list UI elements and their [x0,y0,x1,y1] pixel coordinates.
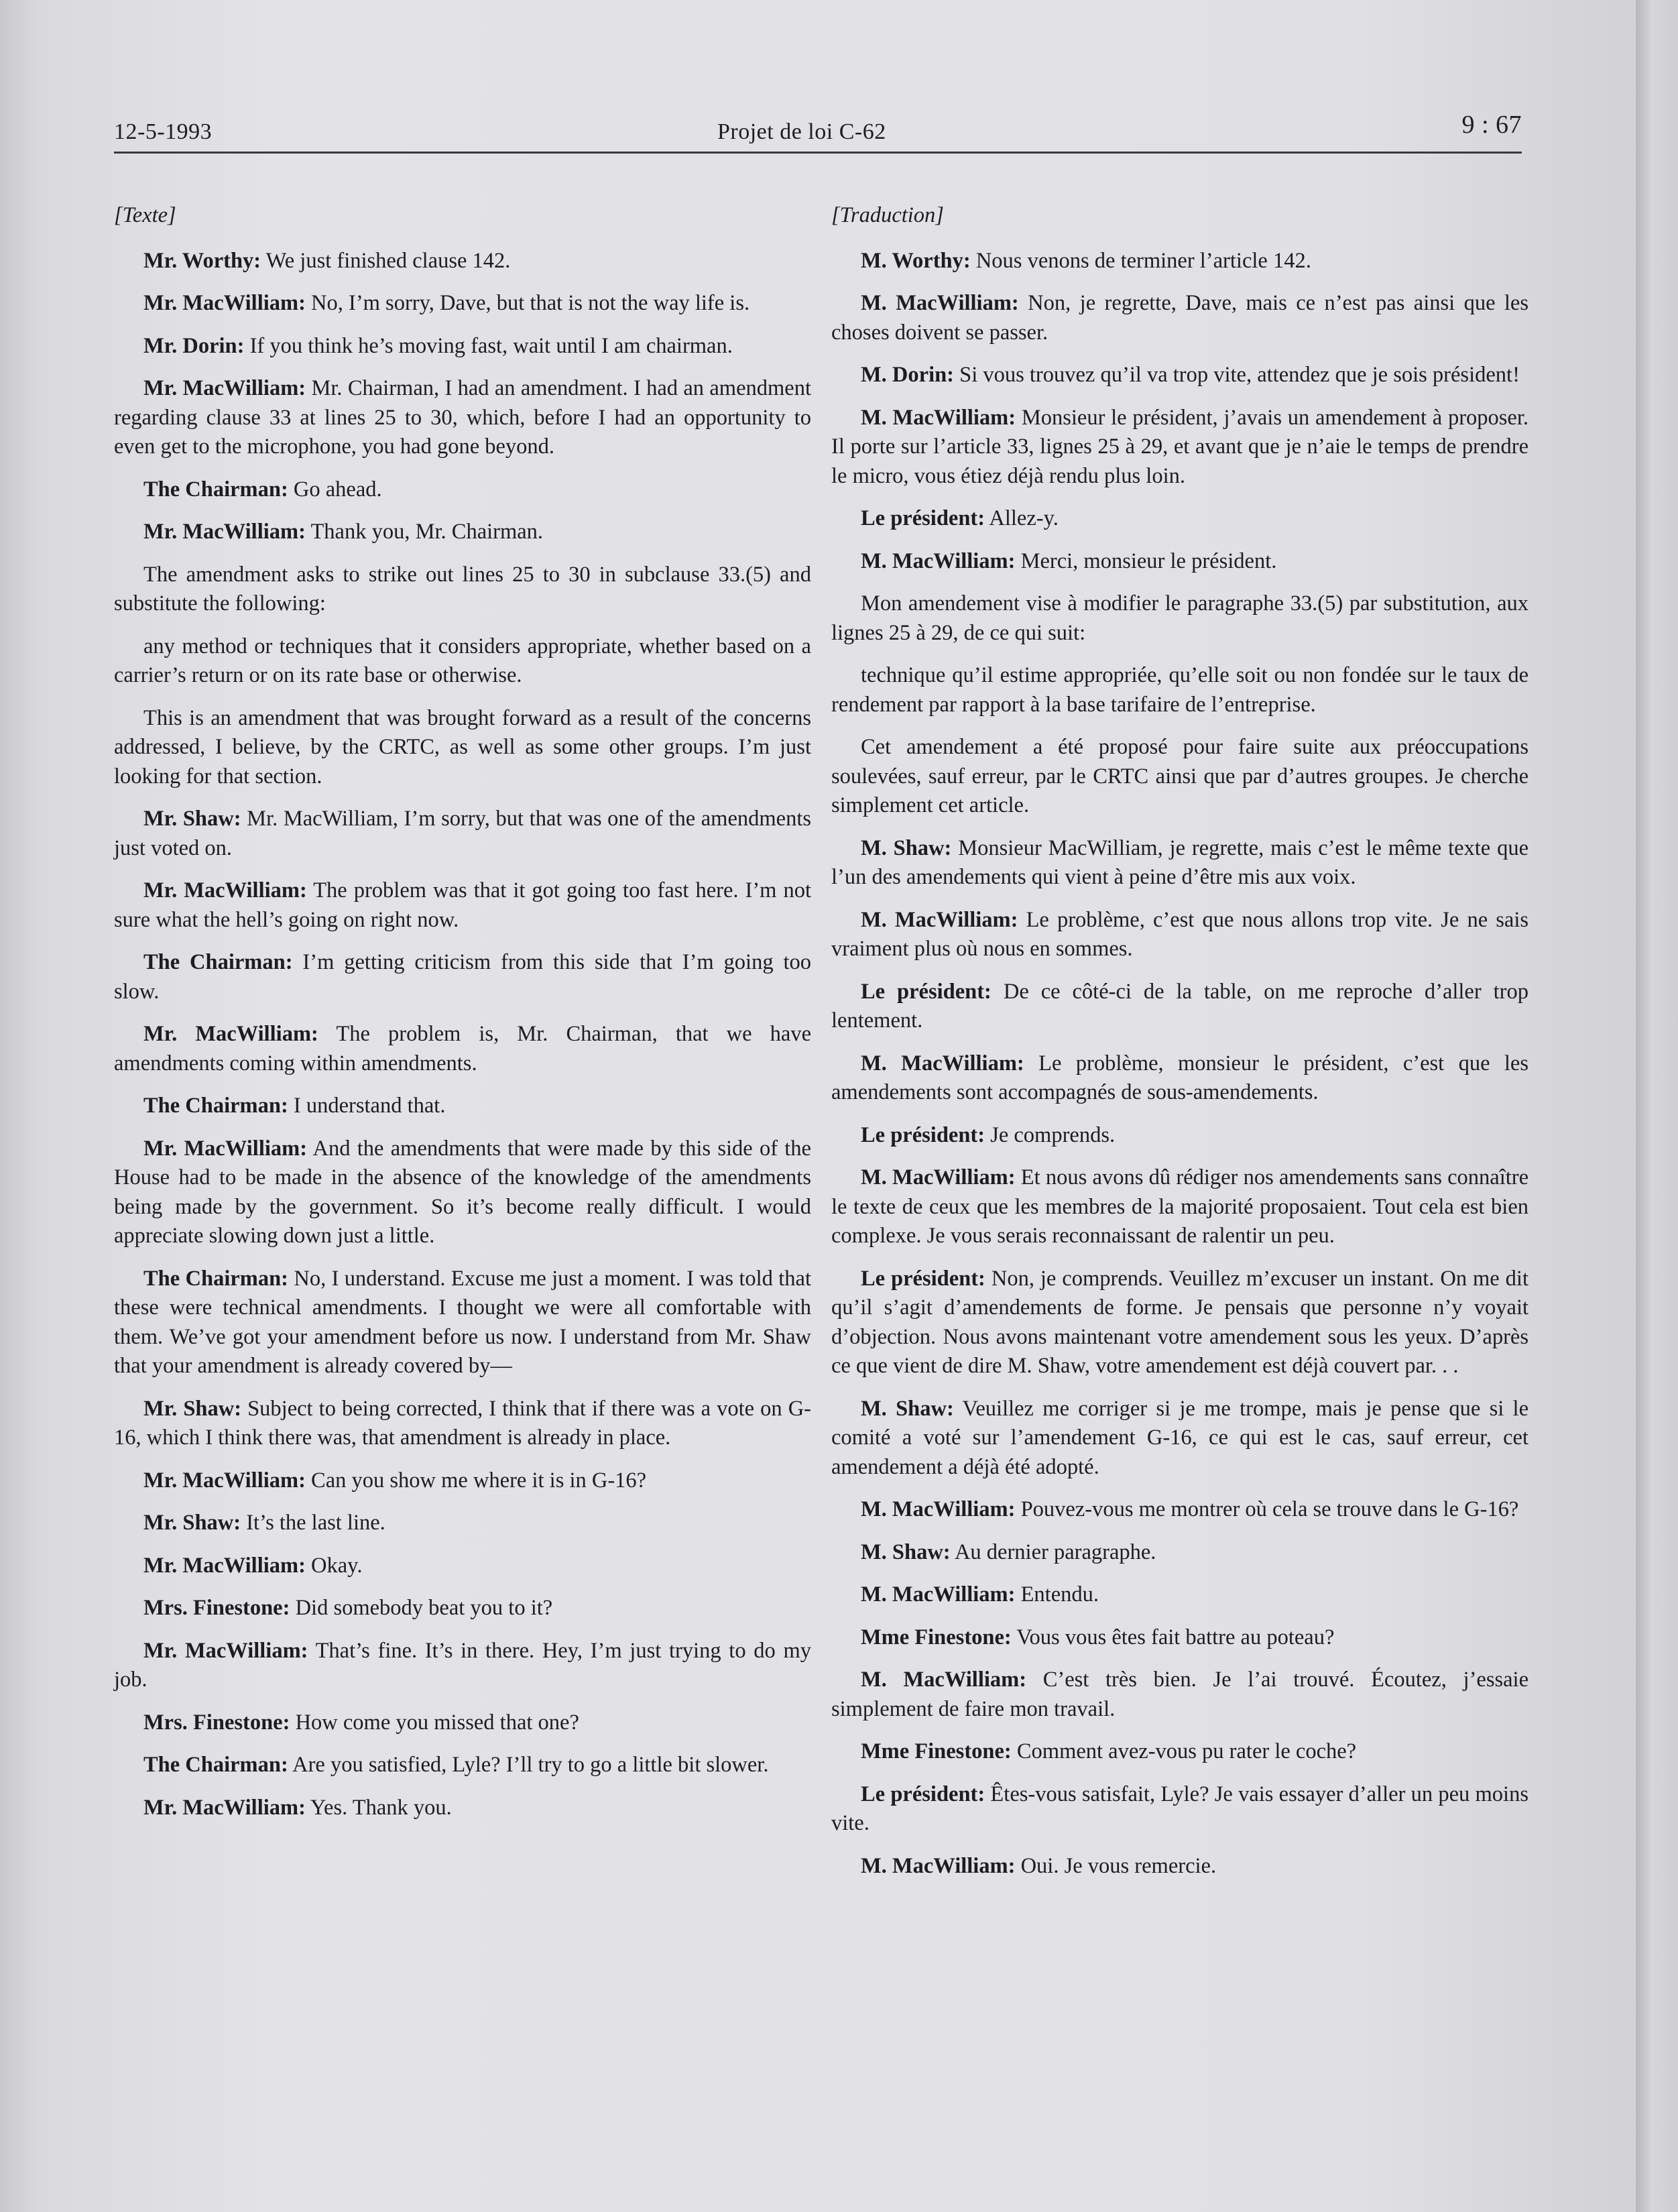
speaker-name: Mr. Dorin: [143,333,245,358]
speaker-name: Mr. MacWilliam: [143,1638,308,1663]
speaker-name: M. MacWilliam: [861,1582,1016,1607]
speech-text: Monsieur MacWilliam, je regrette, mais c’est le même texte que l’un des amendements qui vient à peine d’être mis aux voix. [831,835,1529,889]
transcript-paragraph [114,561,811,619]
speech-text: That’s fine. It’s in there. Hey, I’m just trying to do my job. [114,1638,811,1692]
transcript-paragraph [831,247,1529,276]
speech-text: Yes. Thank you. [305,1795,452,1820]
speaker-name: Mrs. Finestone: [143,1596,290,1620]
transcript-paragraph [114,1594,811,1623]
transcript-paragraph [831,1580,1529,1610]
speaker-name: Mr. MacWilliam: [143,1468,306,1493]
transcript-paragraph [831,1495,1529,1525]
speaker-name: The Chairman: [143,477,288,502]
column-tag: [Texte] [114,203,176,227]
transcript-paragraph [831,1395,1529,1482]
speaker-name: Le président: [861,506,985,530]
transcript-paragraph [831,1049,1529,1108]
transcript-paragraph [114,1020,811,1078]
speech-text: Je comprends. [985,1122,1116,1147]
header-rule [114,152,1522,154]
speaker-name: Le président: [861,1266,985,1291]
transcript-paragraph [114,805,811,863]
transcript-paragraph [114,332,811,361]
transcript-paragraph [831,1265,1529,1381]
speech-text: Comment avez-vous pu rater le coche? [1011,1739,1357,1763]
transcript-paragraph [114,1265,811,1381]
transcript-paragraph [114,518,811,547]
transcript-paragraph [831,1852,1529,1881]
speaker-name: M. Dorin: [861,363,954,387]
speaker-name: The Chairman: [143,1753,288,1777]
speech-text: Le problème, c’est que nous allons trop vite. Je ne sais vraiment plus où nous en sommes. [831,907,1529,961]
transcript-paragraph [831,1780,1529,1839]
speech-text: Au dernier paragraphe. [950,1539,1156,1564]
speaker-name: Mr. Shaw: [143,1511,241,1535]
speech-text: Entendu. [1015,1582,1099,1607]
speech-text: Et nous avons dû rédiger nos amendements sans connaître le texte de ceux que les membres de la majorité proposaient. Tout cela est bien complexe. Je vous serais reconnaissant de ralentir un peu. [831,1165,1529,1248]
transcript-paragraph [831,404,1529,491]
speaker-name: M. Shaw: [861,1396,954,1421]
transcript-paragraph [831,1737,1529,1767]
transcript-paragraph [831,978,1529,1036]
speaker-name: Mr. MacWilliam: [143,1136,308,1161]
speech-text: This is an amendment that was brought forward as a result of the concerns addressed, I believe, by the CRTC, as well as some other groups. I’m just looking for that section. [114,705,811,789]
speech-text: Are you satisfied, Lyle? I’ll try to go a little bit slower. [288,1753,769,1777]
speaker-name: M. MacWilliam: [861,291,1019,315]
speaker-name: M. MacWilliam: [861,1165,1016,1189]
transcript-paragraph [831,661,1529,719]
speaker-name: M. MacWilliam: [861,1853,1016,1878]
transcript-paragraph [114,1509,811,1538]
speech-text: Vous vous êtes fait battre au poteau? [1011,1625,1335,1649]
speech-text: technique qu’il estime appropriée, qu’elle soit ou non fondée sur le taux de rendement par rapport à la base tarifaire de l’entreprise. [831,663,1529,717]
speech-text: Monsieur le président, j’avais un amendement à proposer. Il porte sur l’article 33, lignes 25 à 29, et avant que je n’aie le temps de prendre le micro, vous étiez déjà rendu plus loin. [831,405,1529,488]
speaker-name: M. MacWilliam: [861,907,1018,932]
transcript-paragraph [831,547,1529,577]
speaker-name: M. MacWilliam: [861,1668,1027,1692]
speaker-name: Mrs. Finestone: [143,1710,290,1735]
french-column [831,201,1529,1894]
speech-text: The problem was that it got going too fast here. I’m not sure what the hell’s going on right now. [114,878,811,932]
speaker-name: Mr. MacWilliam: [143,520,306,544]
transcript-paragraph [114,704,811,792]
transcript-paragraph [114,1395,811,1453]
speaker-name: Mr. MacWilliam: [143,1022,318,1046]
transcript-paragraph [114,1134,811,1251]
speech-text: Non, je comprends. Veuillez m’excuser un instant. On me dit qu’il s’agit d’amendements de forme. Je pensais que personne n’y voyait d’objection. Nous avons maintenant votre amendement sous les yeux. D’après ce que vient de dire M. Shaw, votre amendement est déjà couvert par. . . [831,1266,1529,1378]
english-column [114,201,811,1836]
speech-text: How come you missed that one? [290,1710,579,1735]
speech-text: Mr. Chairman, I had an amendment. I had an amendment regarding clause 33 at lines 25 to 30, which, before I had an opportunity to even get to the microphone, you had gone beyond. [114,376,811,459]
speaker-name: Mr. MacWilliam: [143,878,307,903]
speaker-name: Le président: [861,1122,985,1147]
header-date: 12-5-1993 [114,119,213,144]
speech-text: Non, je regrette, Dave, mais ce n’est pas ainsi que les choses doivent se passer. [831,291,1529,345]
header-title: Projet de loi C-62 [717,119,886,144]
transcript-paragraph [114,374,811,462]
speech-text: Cet amendement a été proposé pour faire suite aux préoccupations soulevées, sauf erreur, par le CRTC ainsi que par d’autres groupes. Je cherche simplement cet article. [831,735,1529,817]
speech-text: I’m getting criticism from this side that I’m going too slow. [114,950,812,1004]
speech-text: C’est très bien. Je l’ai trouvé. Écoutez, j’essaie simplement de faire mon travail. [831,1668,1529,1721]
speech-text: No, I understand. Excuse me just a moment. I was told that these were technical amendments. I thought we were all comfortable with them. We’ve got your amendment before us now. I understand from Mr. Shaw that your amendment is already covered by— [114,1266,811,1378]
speaker-name: Mr. MacWilliam: [143,1553,306,1578]
speech-text: Nous venons de terminer l’article 142. [970,248,1311,273]
transcript-paragraph [831,1623,1529,1653]
speaker-name: Mr. MacWilliam: [143,1795,306,1820]
speech-text: Merci, monsieur le président. [1015,548,1277,573]
speech-text: Subject to being corrected, I think that if there was a vote on G-16, which I think there was, that amendment is already in place. [114,1396,811,1450]
speaker-name: Mme Finestone: [861,1739,1012,1763]
page-header [114,107,1522,154]
transcript-paragraph [114,1637,811,1695]
header-page-number: 9 : 67 [1461,111,1522,139]
speech-text: Mr. MacWilliam, I’m sorry, but that was one of the amendments just voted on. [114,807,812,860]
transcript-paragraph [831,1121,1529,1151]
speech-text: And the amendments that were made by this side of the House had to be made in the absence of the knowledge of the amendments being made by the government. So it’s become really difficult. I would appreciate slowing down just a little. [114,1136,811,1248]
transcript-paragraph [831,289,1529,347]
transcript-paragraph [114,1552,811,1581]
speech-text: Can you show me where it is in G-16? [305,1468,647,1493]
speaker-name: M. MacWilliam: [861,548,1016,573]
speaker-name: Mr. Shaw: [143,1396,242,1421]
english-paragraphs [114,247,811,1823]
transcript-paragraph [114,1794,811,1823]
speaker-name: M. MacWilliam: [861,1497,1016,1521]
transcript-paragraph [114,1466,811,1496]
transcript-paragraph [831,1538,1529,1568]
speech-text: Pouvez-vous me montrer où cela se trouve dans le G-16? [1015,1497,1519,1521]
french-paragraphs [831,247,1529,1881]
speaker-name: Mr. Worthy: [143,248,261,273]
speaker-name: Le président: [861,979,992,1004]
speaker-name: The Chairman: [143,950,293,974]
speech-text: Okay. [305,1553,363,1578]
transcript-paragraph [831,834,1529,892]
speech-text: Veuillez me corriger si je me trompe, mais je pense que si le comité a voté sur l’amendement G-16, ce qui est le cas, sauf erreur, cet amendement a déjà été adopté. [831,1396,1529,1479]
speaker-name: The Chairman: [143,1266,289,1291]
speech-text: I understand that. [288,1094,446,1118]
speech-text: De ce côté-ci de la table, on me reproche d’aller trop lentement. [831,979,1529,1033]
speech-text: Êtes-vous satisfait, Lyle? Je vais essayer d’aller un peu moins vite. [831,1782,1529,1835]
transcript-paragraph [831,1163,1529,1251]
transcript-paragraph [114,247,811,276]
transcript-paragraph [114,1092,811,1121]
speech-text: If you think he’s moving fast, wait until I am chairman. [244,333,733,358]
transcript-paragraph [114,632,811,691]
speech-text: Si vous trouvez qu’il va trop vite, attendez que je sois président! [954,363,1520,387]
book-spine [1636,0,1678,2212]
transcript-paragraph [114,475,811,505]
speech-text: The problem is, Mr. Chairman, that we have amendments coming within amendments. [114,1022,811,1075]
transcript-paragraph [114,1708,811,1738]
transcript-paragraph [831,733,1529,821]
speech-text: Thank you, Mr. Chairman. [305,520,544,544]
speaker-name: Mr. MacWilliam: [143,291,306,315]
speech-text: any method or techniques that it considers appropriate, whether based on a carrier’s return or on its rate base or otherwise. [114,634,811,687]
speech-text: We just finished clause 142. [261,248,511,273]
transcript-paragraph [114,1751,811,1780]
transcript-paragraph [831,589,1529,648]
speaker-name: Mr. Shaw: [143,807,241,831]
transcript-paragraph [114,289,811,318]
speech-text: Oui. Je vous remercie. [1015,1853,1217,1878]
speech-text: It’s the last line. [241,1511,385,1535]
speech-text: Allez-y. [985,506,1059,530]
speaker-name: The Chairman: [143,1094,288,1118]
speech-text: The amendment asks to strike out lines 25 to 30 in subclause 33.(5) and substitute the following: [114,562,811,616]
transcript-paragraph [114,876,811,935]
speech-text: Go ahead. [288,477,382,502]
transcript-paragraph [831,906,1529,964]
speech-text: Did somebody beat you to it? [290,1596,553,1620]
speech-text: Mon amendement vise à modifier le paragraphe 33.(5) par substitution, aux lignes 25 à 29, de ce qui suit: [831,591,1529,645]
speaker-name: Le président: [861,1782,985,1806]
column-tag: [Traduction] [831,203,944,227]
speaker-name: M. MacWilliam: [861,1051,1024,1075]
transcript-paragraph [114,948,811,1006]
speaker-name: M. MacWilliam: [861,405,1016,430]
speech-text: Le problème, monsieur le président, c’est que les amendements sont accompagnés de sous-amendements. [831,1051,1529,1104]
transcript-paragraph [831,504,1529,534]
speech-text: No, I’m sorry, Dave, but that is not the way life is. [305,291,750,315]
speaker-name: Mr. MacWilliam: [143,376,306,400]
speaker-name: M. Shaw: [861,835,952,860]
speaker-name: M. Worthy: [861,248,971,273]
speaker-name: M. Shaw: [861,1539,951,1564]
transcript-paragraph [831,1666,1529,1724]
transcript-paragraph [831,361,1529,390]
speaker-name: Mme Finestone: [861,1625,1012,1649]
